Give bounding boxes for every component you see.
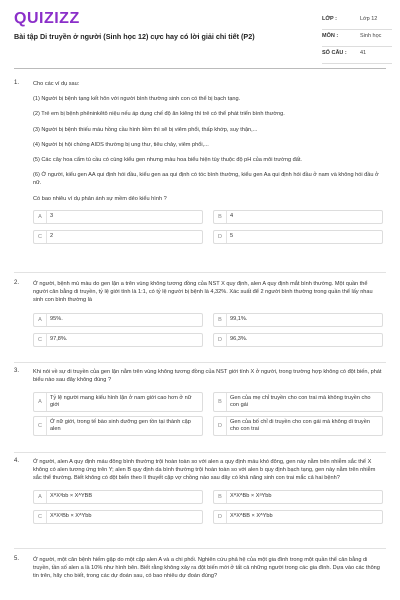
answer-options [33, 309, 383, 345]
option-b[interactable] [213, 490, 383, 504]
answer-options [33, 487, 383, 527]
question-text: Ở người, một căn bệnh hiếm gặp do một cặp alen A và a chi phối. Nghiên cứu phả hệ của một gia đình trong một quần thể cân bằng di truyền, tần số alen a là 10% như hình bên. Biết rằng không xảy ra đột biến mới ở tất cả những người trong các gia đình. Dựa vào các thông tin trên, hãy cho biết, trong các dự đoán sau, có bao nhiêu dự đoán đúng? [33, 557, 380, 580]
meta-label: SỐ CÂU : [322, 50, 347, 56]
question-number: 1. [14, 80, 20, 86]
answer-options [33, 388, 383, 438]
option-letter: D [214, 417, 227, 435]
statement-1: (1) Người bị bệnh tạng kết hôn với người bình thường sinh con có thể bị bạch tạng. [33, 96, 241, 103]
option-text: Tỷ lệ người mang kiểu hình lặn ở nam giới cao hơn ở nữ giới [50, 394, 192, 409]
statement-5: (5) Các cây hoa cẩm tú cầu có cùng kiểu gen nhưng màu hoa biểu hiện tùy thuộc độ pH của môi trường đất. [33, 157, 302, 164]
option-b[interactable] [213, 392, 383, 412]
question-prompt: Có bao nhiêu ví dụ phản ánh sự mềm dẻo kiểu hình ? [33, 195, 167, 202]
option-a[interactable] [33, 392, 203, 412]
question-number: 2. [14, 280, 20, 286]
option-letter: B [214, 393, 227, 411]
option-b[interactable] [213, 313, 383, 327]
option-d[interactable] [213, 416, 383, 436]
option-text: 97,8%. [50, 335, 68, 342]
option-a[interactable] [33, 490, 203, 504]
meta-row-class [322, 13, 392, 30]
question-number: 5. [14, 556, 20, 562]
option-letter: C [34, 231, 47, 243]
question-text: Ở người, bệnh mù màu do gen lặn a trên vùng không tương đồng của NST X quy định, alen A quy định mắt bình thường. Một quần thể người cân bằng di truyền, tỷ lệ giới tính là 1:1, có tỷ lệ người bị bệnh là 4,32%. Xác suất để 2 người bình thường trong quần thể lấy nhau sinh con bình thường là [33, 281, 373, 304]
option-letter: B [214, 491, 227, 503]
option-text: 2 [50, 233, 54, 240]
option-b[interactable] [213, 210, 383, 224]
option-text: XᴬXᵃBb × XᴬYbb [50, 512, 92, 519]
meta-value: Lớp 12 [360, 16, 378, 22]
meta-info-table [322, 13, 392, 64]
option-letter: C [34, 511, 47, 523]
quizizz-logo: QUIZIZZ [14, 10, 80, 27]
option-a[interactable] [33, 313, 203, 327]
question-intro: Cho các ví dụ sau: [33, 81, 80, 87]
option-d[interactable] [213, 510, 383, 524]
option-text: Ở nữ giới, trong tế bào sinh dưỡng gen tồn tại thành cặp alen [50, 418, 191, 433]
option-letter: D [214, 511, 227, 523]
option-letter: A [34, 211, 47, 223]
option-letter: D [214, 231, 227, 243]
option-text: 99,1%. [230, 315, 248, 322]
option-text: XᴬXᵃbb × XᴬYBB [50, 492, 93, 499]
meta-value: 41 [360, 50, 367, 56]
option-text: 3 [50, 213, 54, 220]
question-4 [14, 458, 386, 548]
option-letter: A [34, 491, 47, 503]
option-letter: B [214, 314, 227, 326]
option-c[interactable] [33, 510, 203, 524]
option-letter: C [34, 334, 47, 346]
question-text: Ở người, alen A quy định máu đông bình thường trội hoàn toàn so với alen a quy định máu khó đông, gen này nằm trên nhiễm sắc thể X không có alen tương ứng trên Y; alen B quy định da bình thường trội hoàn toàn so với alen b quy định bạch tạng, gen này nằm trên nhiễm sắc thể thường. Biết không có đột biến theo lí thuyết cặp vợ chồng nào sau đây có khả năng sinh con trai mắc cả hai bệnh? [33, 459, 376, 482]
question-body [33, 368, 383, 438]
meta-label: MÔN : [322, 33, 339, 39]
option-text: 5 [230, 233, 234, 240]
option-c[interactable] [33, 333, 203, 347]
document-header [0, 0, 400, 68]
option-letter: A [34, 393, 47, 411]
question-2 [14, 280, 386, 360]
question-body [33, 80, 383, 246]
question-text: Khi nói về sự di truyền của gen lặn nằm trên vùng không tương đồng của NST giới tính X ở người, trong trường hợp không có đột biến, phát biểu nào sau đây không đúng ? [33, 369, 382, 384]
question-divider [14, 272, 386, 273]
document-title: Bài tập Di truyền ở người (Sinh học 12) cực hay có lời giải chi tiết (P2) [14, 32, 255, 41]
option-text: 4 [230, 213, 234, 220]
option-d[interactable] [213, 333, 383, 347]
option-d[interactable] [213, 230, 383, 244]
option-letter: D [214, 334, 227, 346]
option-letter: A [34, 314, 47, 326]
statement-4: (4) Người bị hội chứng AIDS thường bị ung thư, tiêu chảy, viêm phổi,... [33, 141, 209, 148]
statement-2: (2) Trẻ em bị bệnh phêninkêtô niệu nếu áp dụng chế độ ăn kiêng thì trẻ có thể phát triển bình thường. [33, 111, 285, 118]
meta-value: Sinh học [360, 33, 382, 39]
option-a[interactable] [33, 210, 203, 224]
question-number: 3. [14, 368, 20, 374]
question-divider [14, 362, 386, 363]
meta-row-question-count [322, 47, 392, 64]
option-c[interactable] [33, 230, 203, 244]
option-letter: C [34, 417, 47, 435]
option-text: XᴬXᴬBb × XᵃYbb [230, 492, 272, 499]
question-number: 4. [14, 458, 20, 464]
question-3 [14, 368, 386, 448]
answer-options [33, 210, 383, 246]
question-5 [14, 556, 386, 600]
option-c[interactable] [33, 416, 203, 436]
meta-label: LỚP : [322, 16, 337, 22]
statement-6: (6) Ở người, kiểu gen AA qui định hói đầu, kiểu gen aa qui định có tóc bình thường, kiểu gen Aa qui định hói đầu ở nam và không hói đầu ở nữ. [33, 172, 379, 187]
statement-3: (3) Người bị bệnh thiếu máu hồng cầu hình liềm thì sẽ bị viêm phổi, thấp khớp, suy thận,... [33, 126, 258, 133]
option-letter: B [214, 211, 227, 223]
option-text: XᴬXᴬBB × XᴬYbb [230, 512, 273, 519]
question-body [33, 280, 383, 345]
question-1 [14, 80, 386, 272]
question-divider [14, 548, 386, 549]
option-text: 95%. [50, 315, 63, 322]
question-body [33, 458, 383, 527]
header-divider [14, 68, 386, 69]
option-text: Gen của mẹ chỉ truyền cho con trai mà không truyền cho con gái [230, 394, 371, 409]
option-text: Gen của bố chỉ di truyền cho con gái mà không di truyền cho con trai [230, 418, 370, 433]
question-divider [14, 452, 386, 453]
question-body [33, 556, 383, 585]
meta-row-subject [322, 30, 392, 47]
option-text: 96,3%. [230, 335, 248, 342]
